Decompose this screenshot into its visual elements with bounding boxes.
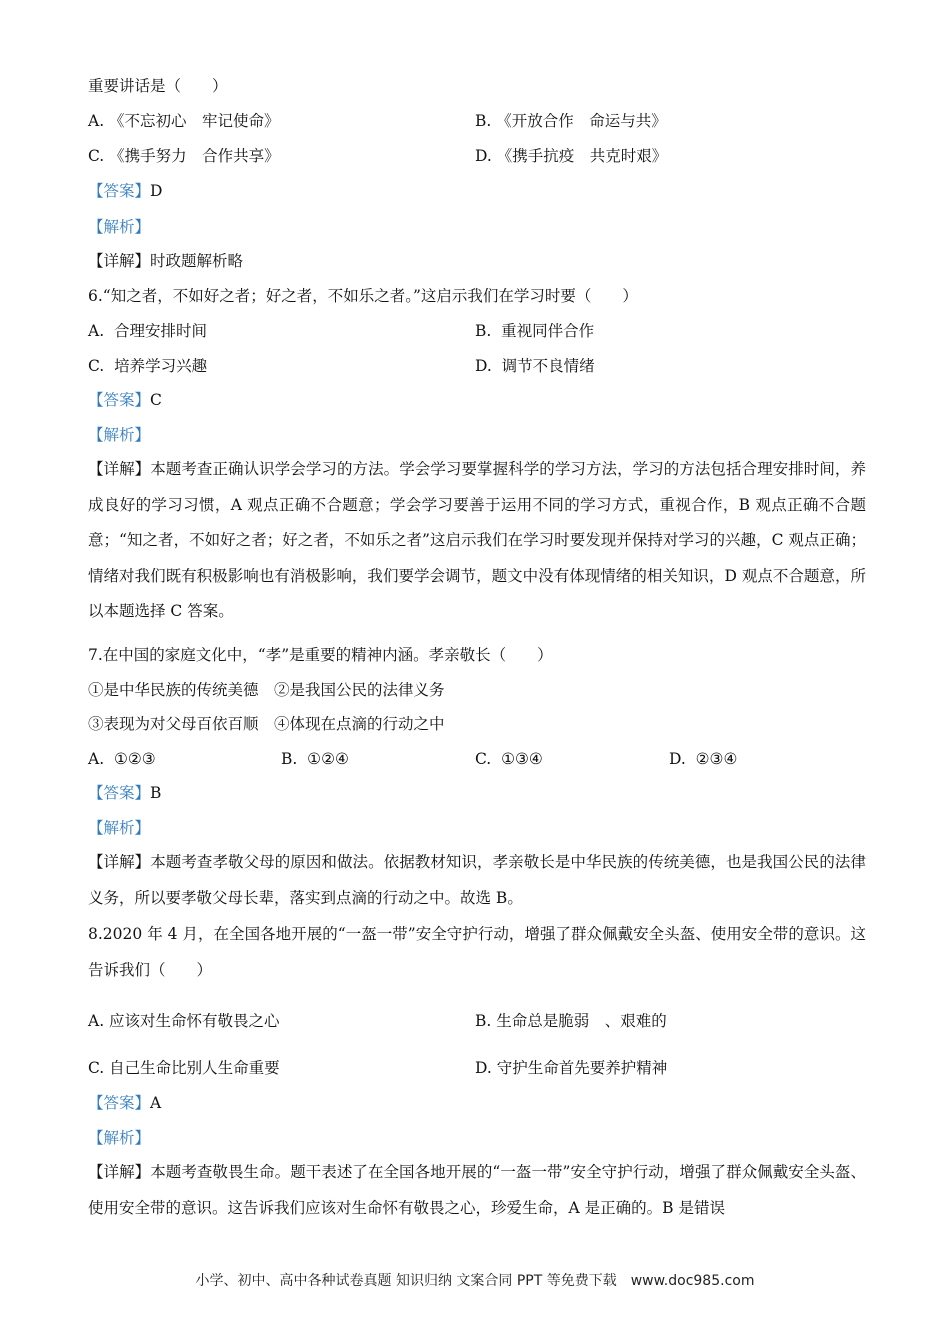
analysis-tag: 【解析】 (88, 1129, 151, 1147)
q7-answer (88, 783, 161, 803)
q7-option-d: D. ②③④ (669, 750, 738, 768)
detail-tag: 【详解】 (88, 1163, 151, 1181)
q8-detail (88, 1155, 866, 1226)
detail-text: 本题考查正确认识学会学习的方法。学会学习要掌握科学的学习方法，学习的方法包括合理安排时间，养成良好的学习习惯，A 观点正确不合题意；学会学习要善于运用不同的学习方式，重视合作，B 观点正确不合题意；“知之者，不如好之者；好之者，不如乐之者”这启示我们在学习时要发现并保持对学习的兴趣，C 观点正确；情绪对我们既有积极影响也有消极影响，我们要学会调节，题文中没有体现情绪的相关知识，D 观点不合题意，所以本题选择 C 答案。 (88, 460, 866, 620)
detail-tag: 【详解】 (88, 252, 151, 270)
q7-items-line-2: ③表现为对父母百依百顺 ④体现在点滴的行动之中 (88, 715, 445, 733)
q7-option-a: A. ①②③ (88, 750, 156, 768)
q5-option-c: C. 《携手努力 合作共享》 (88, 147, 280, 165)
answer-tag: 【答案】 (88, 1094, 151, 1112)
q5-option-a: A. 《不忘初心 牢记使命》 (88, 112, 280, 130)
answer-tag: 【答案】 (88, 182, 151, 200)
analysis-tag: 【解析】 (88, 218, 151, 236)
q6-answer (88, 390, 162, 410)
question-5-stem-tail: 重要讲话是（ ） (88, 77, 228, 95)
q6-option-c: C. 培养学习兴趣 (88, 357, 208, 375)
q6-option-d: D. 调节不良情绪 (475, 357, 595, 375)
q6-analysis-tag (88, 425, 150, 445)
q5-detail (88, 251, 243, 271)
q5-option-d: D. 《携手抗疫 共克时艰》 (475, 147, 668, 165)
question-6-stem: 6.“知之者，不如好之者；好之者，不如乐之者。”这启示我们在学习时要（ ） (88, 287, 638, 305)
detail-text: 时政题解析略 (150, 252, 244, 270)
q8-analysis-tag (88, 1128, 150, 1148)
q8-option-a: A. 应该对生命怀有敬畏之心 (88, 1012, 280, 1030)
answer-value: C (150, 391, 162, 409)
answer-value: B (150, 784, 162, 802)
analysis-tag: 【解析】 (88, 426, 151, 444)
q7-detail (88, 845, 866, 916)
q5-analysis-tag (88, 217, 150, 237)
q8-option-d: D. 守护生命首先要养护精神 (475, 1059, 668, 1077)
detail-tag: 【详解】 (88, 853, 151, 871)
answer-tag: 【答案】 (88, 391, 151, 409)
question-7-stem: 7.在中国的家庭文化中，“孝”是重要的精神内涵。孝亲敬长（ ） (88, 646, 553, 664)
q8-option-b: B. 生命总是脆弱 、艰难的 (475, 1012, 667, 1030)
answer-value: D (150, 182, 163, 200)
q6-option-a: A. 合理安排时间 (88, 322, 207, 340)
answer-tag: 【答案】 (88, 784, 151, 802)
q7-analysis-tag (88, 818, 150, 838)
detail-text: 本题考查孝敬父母的原因和做法。依据教材知识，孝亲敬长是中华民族的传统美德，也是我国公民的法律义务，所以要孝敬父母长辈，落实到点滴的行动之中。故选 B。 (88, 853, 866, 907)
detail-tag: 【详解】 (88, 460, 151, 478)
question-8-stem: 8.2020 年 4 月，在全国各地开展的“一盔一带”安全守护行动，增强了群众佩戴安全头盔、使用安全带的意识。这告诉我们（ ） (88, 925, 866, 979)
q7-option-b: B. ①②④ (281, 750, 349, 768)
answer-value: A (150, 1094, 162, 1112)
q7-option-c: C. ①③④ (475, 750, 543, 768)
q6-option-b: B. 重视同伴合作 (475, 322, 595, 340)
q5-option-b: B. 《开放合作 命运与共》 (475, 112, 667, 130)
q8-option-c: C. 自己生命比别人生命重要 (88, 1059, 280, 1077)
detail-text: 本题考查敬畏生命。题干表述了在全国各地开展的“一盔一带”安全守护行动，增强了群众佩戴安全头盔、使用安全带的意识。这告诉我们应该对生命怀有敬畏之心，珍爱生命，A 是正确的。B 是错误 (88, 1163, 866, 1217)
analysis-tag: 【解析】 (88, 819, 151, 837)
q8-answer (88, 1093, 161, 1113)
q6-detail (88, 452, 866, 630)
q7-items-line-1: ①是中华民族的传统美德 ②是我国公民的法律义务 (88, 681, 445, 699)
q5-answer (88, 181, 162, 201)
page-footer: 小学、初中、高中各种试卷真题 知识归纳 文案合同 PPT 等免费下载 www.doc985.com (195, 1273, 755, 1289)
